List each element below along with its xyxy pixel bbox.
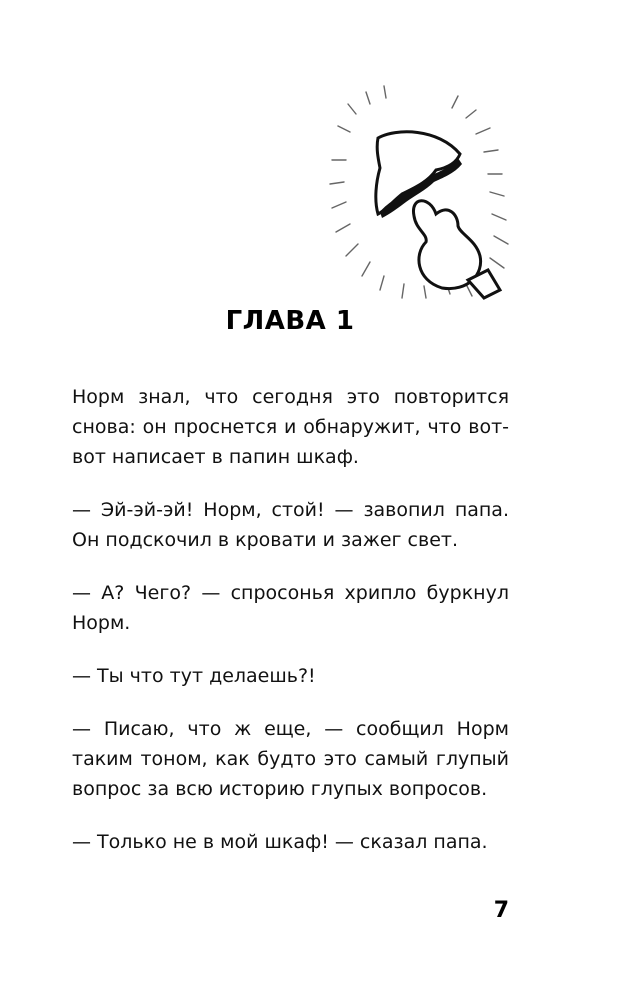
paragraph: Норм знал, что сегодня это повторится снова: он проснется и обнаружит, что вот-вот написает в папин шкаф. (72, 386, 509, 468)
paragraph: — Эй-эй-эй! Норм, стой! — завопил папа. Он подскочил в кровати и зажег свет. (72, 499, 509, 551)
paragraph: — А? Чего? — спросонья хрипло буркнул Норм. (72, 582, 509, 634)
body-text (72, 382, 509, 880)
paragraph: — Только не в мой шкаф! — сказал папа. (72, 831, 488, 853)
paragraph: — Писаю, что ж еще, — сообщил Норм таким тоном, как будто это самый глупый вопрос за всю историю глупых вопросов. (72, 718, 509, 800)
lamp-icon (318, 84, 530, 302)
page-number: 7 (493, 898, 509, 923)
lamp-base (413, 201, 500, 298)
paragraph: — Ты что тут делаешь?! (72, 665, 316, 687)
chapter-title: ГЛАВА 1 (225, 306, 355, 336)
